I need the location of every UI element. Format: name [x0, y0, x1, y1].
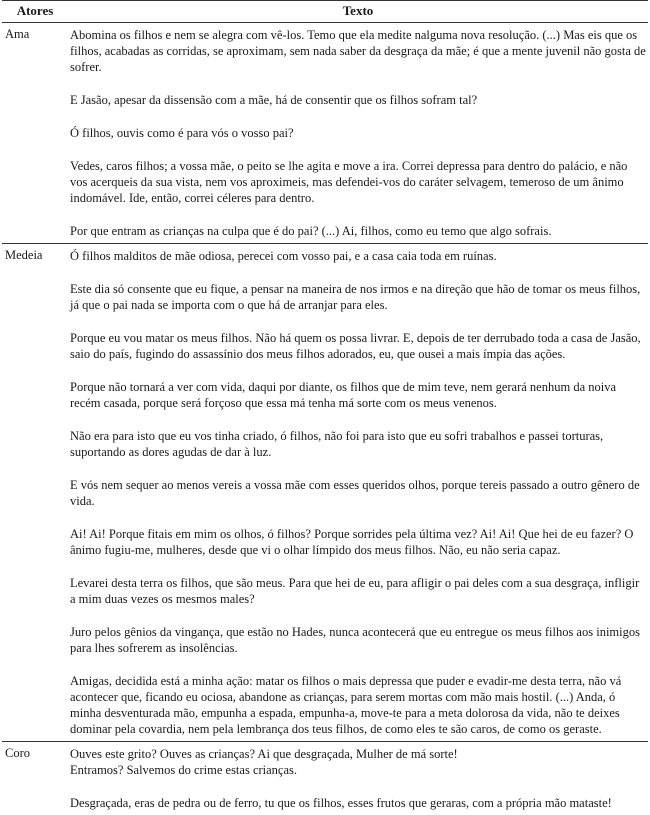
- speech-line: Ai! Ai! Porque fitais em mim os olhos, ó filhos? Porque sorrides pela última vez? Ai! Ai! Que hei de eu fazer? O ânimo fugiu-me, mulheres, desde que vi o olhar límpido dos meus filhos. Não, eu não seria capaz.: [70, 526, 646, 558]
- speech-line: E vós nem sequer ao menos vereis a vossa mãe com esses queridos olhos, porque tereis passado a outro gênero de vida.: [70, 477, 646, 509]
- header-row: [2, 1, 648, 23]
- speech-line: Entramos? Salvemos do crime estas crianças.: [70, 762, 646, 778]
- actor-cell: Medeia: [2, 244, 68, 742]
- speech-line: Amigas, decidida está a minha ação: matar os filhos o mais depressa que puder e evadir-me desta terra, não vá acontecer que, ficando eu ociosa, abandone as crianças, para serem mortas com mão mais hostil. (...) Anda, ó minha desventurada mão, empunha a espada, empunha-a, move-te para a meta dolorosa da vida, não te deixes dominar pela covardia, nem pela lembrança dos teus filhos, de como eles te são caros, de como os geraste.: [70, 673, 646, 737]
- speech-line: Porque eu vou matar os meus filhos. Não há quem os possa livrar. E, depois de ter derrubado toda a casa de Jasão, saio do país, fugindo do assassínio dos meus filhos adorados, eu, que ousei a mais ímpia das ações.: [70, 330, 646, 362]
- text-cell: [68, 23, 648, 244]
- text-cell: [68, 244, 648, 742]
- speech-line: Abomina os filhos e nem se alegra com vê-los. Temo que ela medite nalguma nova resolução. (...) Mas eis que os filhos, acabadas as corridas, se aproximam, sem nada saber da desgraça da mãe; é que a mente juvenil não gosta de sofrer.: [70, 27, 646, 75]
- speech-line: Este dia só consente que eu fique, a pensar na maneira de nos irmos e na direção que hão de tomar os meus filhos, já que o pai nada se importa com o que há de arranjar para eles.: [70, 281, 646, 313]
- speech-line: Levarei desta terra os filhos, que são meus. Para que hei de eu, para afligir o pai deles com a sua desgraça, infligir a mim duas vezes os mesmos males?: [70, 575, 646, 607]
- speech-line: Vedes, caros filhos; a vossa mãe, o peito se lhe agita e move a ira. Correi depressa para dentro do palácio, e não vos acerqueis da sua vista, nem vos aproximeis, mas defendei-vos do caráter selvagem, temeroso de um ânimo indomável. Ide, então, correi céleres para dentro.: [70, 158, 646, 206]
- speech-line: Porque não tornará a ver com vida, daqui por diante, os filhos que de mim teve, nem gerará nenhum da noiva recém casada, porque será forçoso que essa má tenha má sorte com os meus venenos.: [70, 379, 646, 411]
- row-ama: [2, 23, 648, 244]
- speech-line: E Jasão, apesar da dissensão com a mãe, há de consentir que os filhos sofram tal?: [70, 92, 646, 108]
- header-actors: Atores: [2, 1, 68, 23]
- speech-line: Desgraçada, eras de pedra ou de ferro, tu que os filhos, esses frutos que geraras, com a própria mão mataste!: [70, 795, 646, 811]
- row-medeia: [2, 244, 648, 742]
- header-text: Texto: [68, 1, 648, 23]
- speech-line: Ó filhos malditos de mãe odiosa, perecei com vosso pai, e a casa caia toda em ruínas.: [70, 248, 646, 264]
- speech-line: Ó filhos, ouvis como é para vós o vosso pai?: [70, 125, 646, 141]
- dialogue-table: [2, 0, 648, 815]
- speech-line: Ouves este grito? Ouves as crianças? Ai que desgraçada, Mulher de má sorte!: [70, 746, 646, 762]
- text-cell: [68, 742, 648, 815]
- actor-cell: Ama: [2, 23, 68, 244]
- speech-line: Não era para isto que eu vos tinha criado, ó filhos, não foi para isto que eu sofri trabalhos e passei torturas, suportando as dores agudas de dar à luz.: [70, 428, 646, 460]
- actor-cell: Coro: [2, 742, 68, 815]
- speech-line: Juro pelos gênios da vingança, que estão no Hades, nunca acontecerá que eu entregue os meus filhos aos inimigos para lhes sofrerem as insolências.: [70, 624, 646, 656]
- speech-line: Por que entram as crianças na culpa que é do pai? (...) Ai, filhos, como eu temo que algo sofrais.: [70, 223, 646, 239]
- row-coro: [2, 742, 648, 815]
